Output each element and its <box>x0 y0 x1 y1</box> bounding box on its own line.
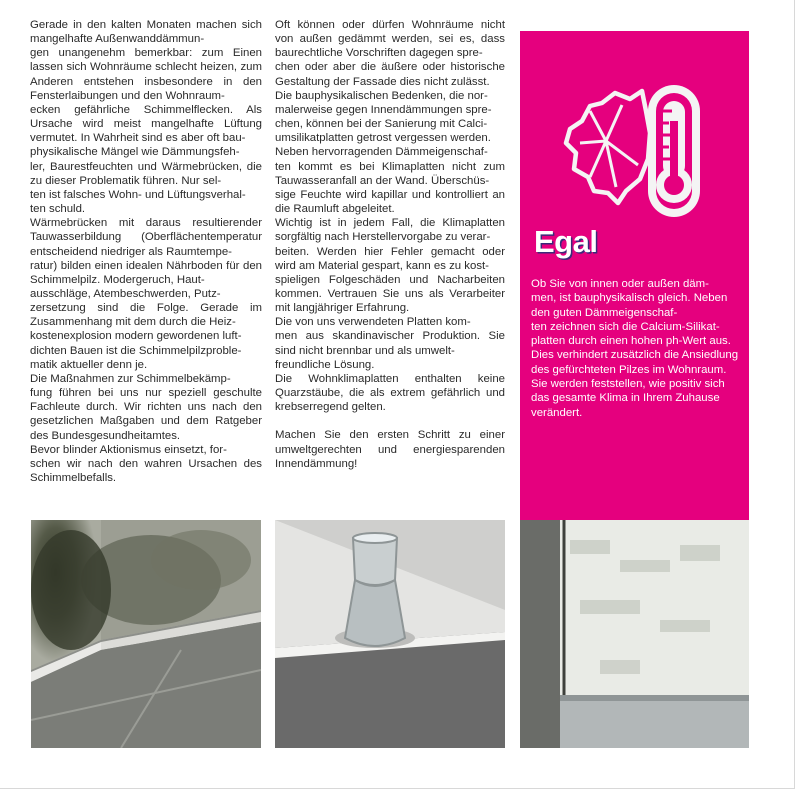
paragraph: Die Wohnklimaplatten enthalten keine Quarzstäube, die als extrem gefährlich und krebserregend gelten. <box>275 372 505 414</box>
mold-corner-photo <box>31 520 261 748</box>
paragraph: Die von uns verwendeten Platten kom- men aus skandinavischer Produktion. Sie sind nicht brennbar und als umwelt- freundliche Lösung. <box>275 316 505 371</box>
paragraph: Oft können oder dürfen Wohnräume nicht von außen gedämmt werden, sei es, dass baurechtliche Vorschriften dagegen spre- chen oder aber die äußere oder historische Gestaltung der Fassade dies nicht zulässt. <box>275 19 505 88</box>
text-column-left <box>30 18 262 485</box>
paragraph: Die Maßnahmen zur Schimmelbekämp- fung führen bei uns nur speziell geschulte Fachleute durch. Wir richten uns nach den gesetzlichen Maßgaben und dem Ratgeber des Bundesgesundheitamtes. <box>30 372 262 442</box>
info-box <box>520 31 749 521</box>
paragraph: Neben hervorragenden Dämmeigenschaf- ten kommt es bei Klimaplatten nicht zum Tauwasseranfall an der Wand. Überschüs- sige Feuchte wird kapillar und kontrolliert an die Raumluft abgeleitet. <box>275 146 505 216</box>
text-column-middle <box>275 18 505 471</box>
paragraph: Wichtig ist in jedem Fall, die Klimaplatten sorgfältig nach Herstellervorgabe zu verar- beiten. Werden hier Fehler gemacht oder wird am Material gespart, kann es zu kost- spieligen Folgeschäden und Nacharbeiten kommen. Vertrauen Sie uns als Verarbeiter mit langjähriger Erfahrung. <box>275 217 505 315</box>
paragraph: Gerade in den kalten Monaten machen sich mangelhafte Außenwanddämmun- gen unangenehm bemerkbar: zum Einen lassen sich Wohnräume schlecht heizen, zum Anderen entstehen insbesondere in den Fensterlaibungen und den Wohnraum- ecken gefährliche Schimmelflecken. Als Ursache wird meist mangelhafte Lüftung vermutet. In Wahrheit sind es aber oft bau- physikalische Mängel wie Dämmungsfeh- ler, Baurestfeuchten und Wärmebrücken, die zu dieser Problematik führen. Nur sel- ten ist falsches Wohn- und Lüftungsverhal- ten schuld. <box>30 19 262 216</box>
info-box-title: Egal <box>534 224 598 259</box>
paragraph: Bevor blinder Aktionismus einsetzt, for- schen wir nach den wahren Ursachen des Schimmelbefalls. <box>30 443 262 484</box>
paragraph-spacer <box>275 414 505 428</box>
paragraph: Machen Sie den ersten Schritt zu einer umweltgerechten und energiesparenden Innendämmung! <box>275 429 505 470</box>
insulated-wall-photo <box>520 520 749 748</box>
glass-on-board-photo <box>275 520 505 748</box>
paragraph: Wärmebrücken mit daraus resultierender Tauwasserbildung (Oberflächentemperatur entscheidend niedriger als Raumtempe- ratur) bilden einen idealen Nährboden für den Schimmelpilz. Modergeruch, Haut- ausschläge, Atembeschwerden, Putz- zersetzung sind die Folge. Gerade im Zusammenhang mit dem durch die Heiz- kostenexplosion modern gewordenen luft- dichten Bauen ist die Schimmelpilzproble- matik aktueller denn je. <box>30 217 262 371</box>
frost-thermometer-icon <box>560 81 710 226</box>
info-box-text: Ob Sie von innen oder außen däm- men, ist bauphysikalisch gleich. Neben den guten Dämmeigenschaf- ten zeichnen sich die Calcium-Silikat- platten durch einen hohen ph-Wert aus. Dies verhindert zusätzlich die Ansiedlung des gefürchteten Pilzes im Wohnraum. Sie werden feststellen, wie positiv sich das gesamte Klima in Ihrem Zuhause verändert. <box>531 278 739 419</box>
paragraph: Die bauphysikalischen Bedenken, die nor- malerweise gegen Innendämmungen spre- chen, können bei der Sanierung mit Calci- umsilikatplatten getrost vergessen werden. <box>275 89 492 145</box>
